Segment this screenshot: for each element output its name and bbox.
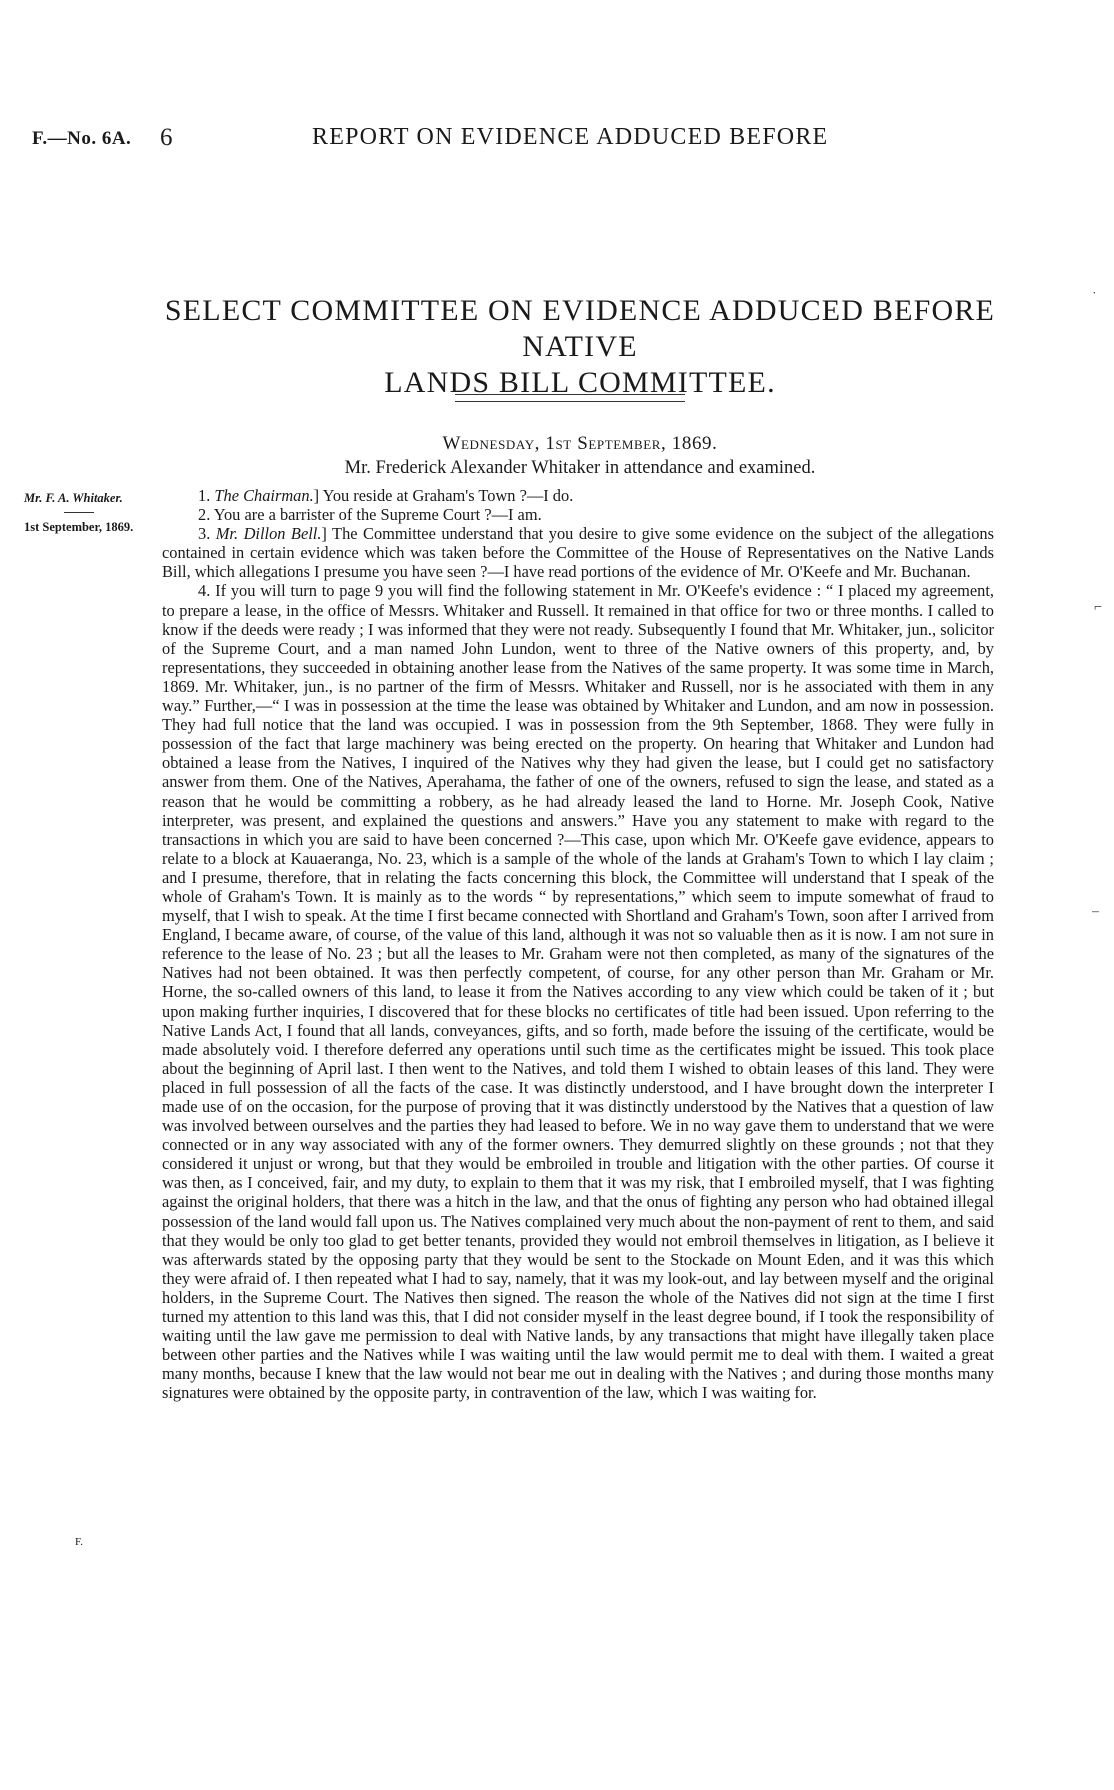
margin-date: 1st September, 1869.: [24, 520, 134, 534]
question-text: You are a barrister of the Supreme Court ?—I am.: [213, 505, 542, 525]
scan-speck-mark: ˙: [1092, 290, 1097, 305]
question-text: If you will turn to page 9 you will find the following statement in Mr. O'Keefe's evidence : “ I placed my agreement, to prepare a lease, in the office of Messrs. Whitaker and Russell. It remained in that office for two or three months. I called to know if the deeds were ready ; I was informed that they were not ready. Subsequently I found that Mr. Whitaker, jun., solicitor of the Supreme Court, and a man named John Lundon, went to three of the Native owners of this property, and, by representations, they succeeded in obtaining another lease from the Natives of the same property. It was some time in March, 1869. Mr. Whitaker, jun., is no partner of the firm of Messrs. Whitaker and Russell, nor is he associated with them in any way.” Further,—“ I was in possession at the time the lease was obtained by Whitaker and Lundon, and am now in possession. They had full notice that the land was occupied. I was in possession from the 9th September, 1868. They were fully in possession of the fact that large machinery was being erected on the property. On hearing that Whitaker and Lundon had obtained a lease from the Natives, I inquired of the Natives why they had given the lease, but I could get no satisfactory answer from them. One of the Natives, Aperahama, the father of one of the owners, refused to sign the lease, and stated as a reason that he would be committing a robbery, as he had already leased the land to Horne. Mr. Joseph Cook, Native interpreter, was present, and explained the questions and answers.” Have you any statement to make with regard to the transactions in which you are said to have been concerned ?—This case, upon which Mr. O'Keefe gave evidence, appears to relate to a block at Kauaeranga, No. 23, which is a sample of the whole of the lands at Graham's Town to which I lay claim ; and I presume, therefore, that in relating the facts concerning this block, the Committee will understand that I speak of the whole of Graham's Town. It is mainly as to the words “ by representations,” which seem to impute somewhat of fraud to myself, that I wish to speak. At the time I first became connected with Shortland and Graham's Town, soon after I arrived from England, I became aware, of course, of the value of this land, although it was not so valuable then as it is now. I am not sure in reference to the lease of No. 23 ; but all the leases to Mr. Graham were not then completed, as many of the signatures of the Natives had not been obtained. It was then perfectly competent, of course, for any other person than Mr. Graham or Mr. Horne, the so-called owners of this land, to lease it from the Natives according to any view which could be taken of it ; but upon making further inquiries, I discovered that for these blocks no certificates of title had been issued. Upon referring to the Native Lands Act, I found that all lands, conveyances, gifts, and so forth, made before the issuing of the certificate, would be made absolutely void. I therefore deferred any operations until such time as the certificates might be issued. This took place about the beginning of April last. I then went to the Natives, and told them I wished to obtain leases of this land. They were placed in full possession of all the facts of the case. It was distinctly understood, and I have brought down the interpreter I made use of on the occasion, for the purpose of proving that it was distinctly understood by the Natives that a question of law was involved between ourselves and the parties they had leased to before. We in no way gave them to understand that we were connected or in any way associated with any of the former owners. They demurred slightly on these grounds ; not that they considered it unjust or wrong, but that they would be embroiled in trouble and litigation with the other parties. Of course it was then, as I conceived, fair, and my duty, to explain to them that it was my risk, that I embroiled myself, that I was fighting against the original holders, that there was a hitch in the law, and that the onus of fighting any person who had obtained illegal possession of the land would fall upon us. The Natives complained very much about the non-payment of rent to them, and said that they would be only too glad to get better tenants, provided they would not embroil themselves in litigation, as I believe it was afterwards stated by the opposing party that they would be sent to the Stockade on Mount Eden, and it was this which they were afraid of. I then repeated what I had to say, namely, that it was my look-out, and lay between myself and the original holders, in the Supreme Court. The Natives then signed. The reason the whole of the Natives did not sign at the time I first turned my attention to this land was this, that I did not consider myself in the least degree bound, if I took the responsibility of waiting until the law gave me permission to deal with Native lands, by any transactions that might have illegally taken place between other parties and the Natives while I was waiting until the law would permit me to deal with them. I waited a great many months, because I knew that the law would not bear me out in dealing with the Natives ; and during those months many signatures were obtained by the opposite party, in contravention of the law, which I was waiting for.: [162, 581, 994, 1403]
question-number: 2.: [198, 505, 211, 525]
page-number: 6: [160, 124, 173, 151]
question-number: 4.: [198, 581, 211, 601]
margin-footnote-mark: F.: [75, 1536, 83, 1548]
sitting-date: Wednesday, 1st September, 1869.: [442, 433, 718, 454]
margin-divider: [64, 512, 94, 513]
title-rule-divider: [455, 394, 685, 402]
question-speaker: Mr. Dillon Bell.: [215, 524, 322, 544]
question-3: [162, 524, 994, 581]
evidence-body: [162, 486, 994, 1403]
question-number: 3.: [198, 524, 211, 544]
question-1: [162, 486, 994, 505]
witness-line: Mr. Frederick Alexander Whitaker in attendance and examined.: [344, 458, 816, 478]
title-line-1: SELECT COMMITTEE ON EVIDENCE ADDUCED BEFORE NATIVE: [164, 294, 996, 363]
page-header: [32, 124, 1074, 154]
question-2: [162, 505, 994, 524]
scan-speck-mark: –: [1092, 904, 1099, 919]
question-speaker: The Chairman.: [214, 486, 314, 505]
running-title: REPORT ON EVIDENCE ADDUCED BEFORE: [312, 124, 829, 150]
question-text: ] You reside at Graham's Town ?—I do.: [313, 486, 574, 505]
question-4: [162, 581, 994, 1402]
title-line-2: LANDS BILL COMMITTEE.: [384, 366, 776, 399]
question-number: 1.: [198, 486, 211, 505]
margin-witness-name: Mr. F. A. Whitaker.: [24, 491, 123, 505]
paper-reference: F.—No. 6A.: [32, 128, 132, 149]
document-title: [150, 293, 1010, 401]
question-text: ] The Committee understand that you desire to give some evidence on the subject of the allegations contained in certain evidence which was taken before the Committee of the House of Representatives on the Native Lands Bill, which allegations I presume you have seen ?—I have read portions of the evidence of Mr. O'Keefe and Mr. Buchanan.: [162, 524, 994, 582]
scan-speck-mark: ⌐: [1094, 600, 1102, 615]
